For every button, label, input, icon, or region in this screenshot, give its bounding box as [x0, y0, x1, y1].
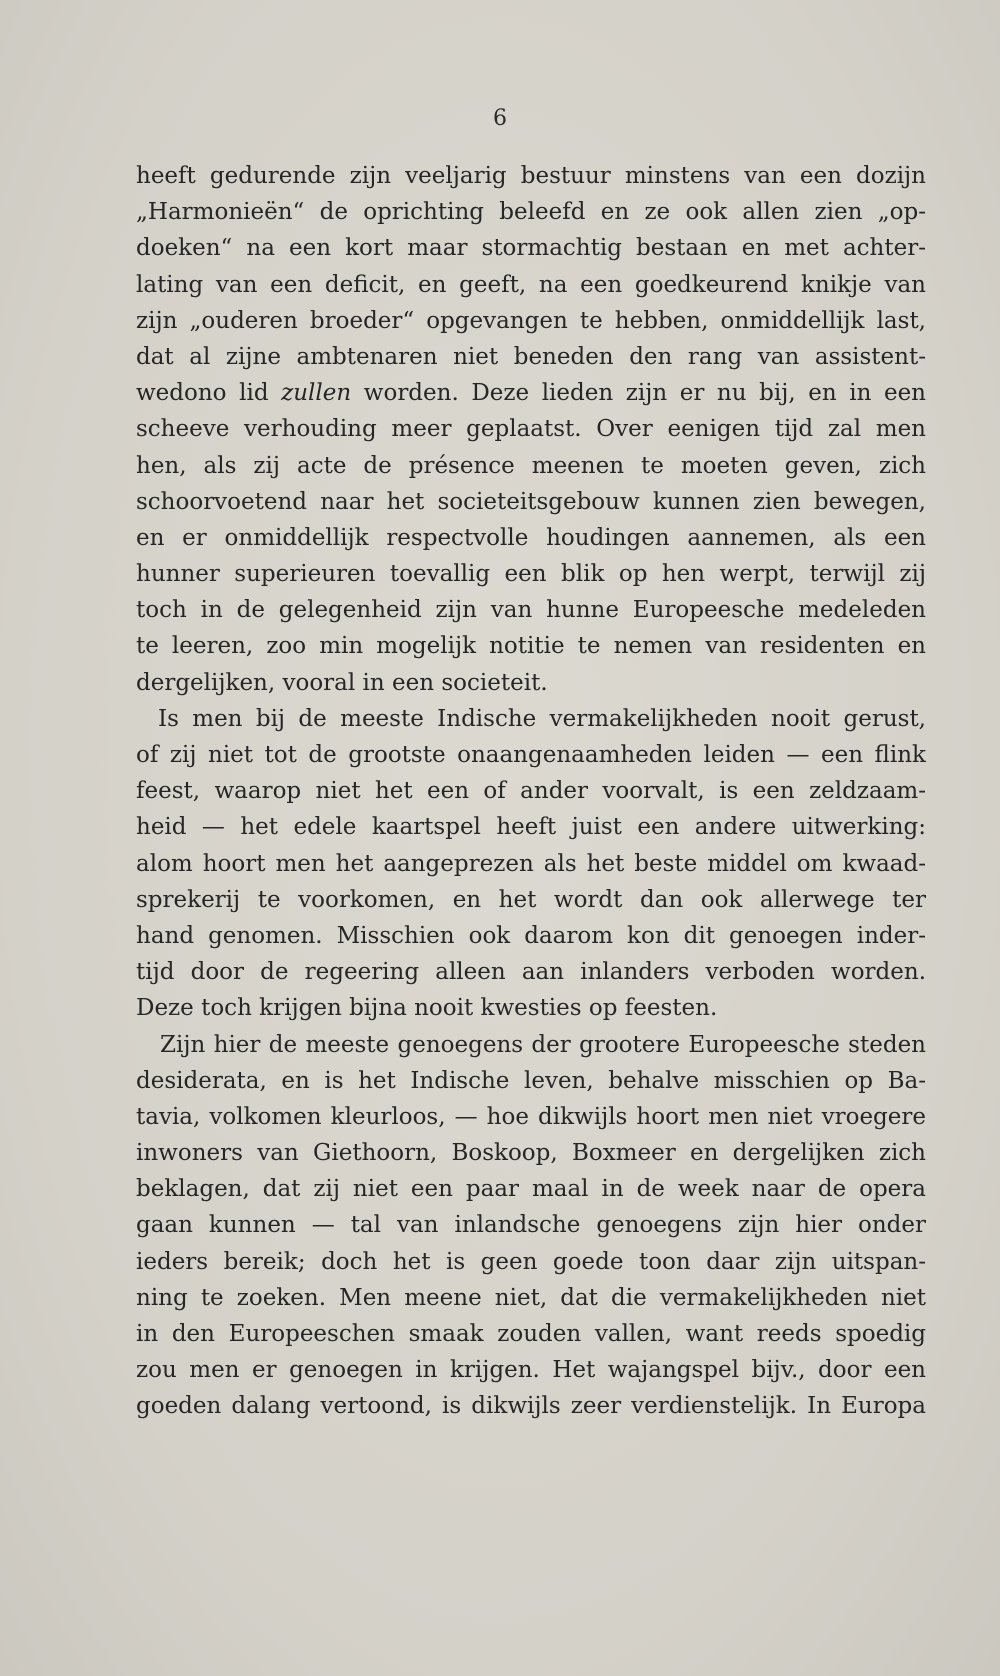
text-line: toch in de gelegenheid zijn van hunne Europeesche medeleden [136, 597, 926, 624]
text-line: schoorvoetend naar het societeitsgebouw kunnen zien bewegen, [136, 488, 926, 515]
text-line: desiderata, en is het Indische leven, behalve misschien op Ba- [136, 1067, 926, 1094]
text-line: dergelijken, vooral in een societeit. [136, 669, 548, 696]
text-line: te leeren, zoo min mogelijk notitie te nemen van residenten en [136, 633, 926, 660]
text-line: tavia, volkomen kleurloos, — hoe dikwijls hoort men niet vroegere [136, 1103, 926, 1130]
text-line: dat al zijne ambtenaren niet beneden den rang van assistent- [136, 343, 926, 370]
text-line: Zijn hier de meeste genoegens der grootere Europeesche steden [160, 1031, 926, 1058]
text-line: hand genomen. Misschien ook daarom kon dit genoegen inder- [136, 922, 926, 949]
text-line: gaan kunnen — tal van inlandsche genoegens zijn hier onder [136, 1212, 926, 1239]
body-text [136, 158, 926, 1425]
text-line: beklagen, dat zij niet een paar maal in de week naar de opera [136, 1176, 926, 1203]
text-line: feest, waarop niet het een of ander voorvalt, is een zeldzaam- [136, 778, 926, 805]
text-line: of zij niet tot de grootste onaangenaamheden leiden — een flink [136, 742, 926, 768]
text-line: ning te zoeken. Men meene niet, dat die vermakelijkheden niet [136, 1284, 926, 1311]
text-line: alom hoort men het aangeprezen als het beste middel om kwaad- [136, 850, 926, 877]
text-line: hunner superieuren toevallig een blik op hen werpt, terwijl zij [136, 561, 926, 588]
text-line: heeft gedurende zijn veeljarig bestuur minstens van een dozijn [136, 163, 926, 189]
text-line: zijn „ouderen broeder“ opgevangen te hebben, onmiddellijk last, [136, 307, 926, 334]
text-line: heid — het edele kaartspel heeft juist een andere uitwerking: [136, 814, 926, 841]
text-line: hen, als zij acte de présence meenen te moeten geven, zich [136, 452, 926, 479]
text-line: goeden dalang vertoond, is dikwijls zeer verdienstelijk. In Europa [136, 1393, 926, 1420]
text-line: tijd door de regeering alleen aan inlanders verboden worden. [136, 959, 926, 986]
text-line: Deze toch krijgen bijna nooit kwesties op feesten. [136, 995, 718, 1022]
text-line: scheeve verhouding meer geplaatst. Over eenigen tijd zal men [136, 416, 926, 443]
paragraph-3 [136, 1027, 926, 1425]
text-line: wedono lid zullen worden. Deze lieden zijn er nu bij, en in een [136, 380, 926, 407]
emphasis-text: zullen [281, 380, 352, 407]
text-line: in den Europeeschen smaak zouden vallen, want reeds spoedig [136, 1321, 926, 1347]
text-line: Is men bij de meeste Indische vermakelijkheden nooit gerust, [158, 705, 926, 732]
text-line: zou men er genoegen in krijgen. Het wajangspel bijv., door een [136, 1357, 926, 1384]
text-line: doeken“ na een kort maar stormachtig bestaan en met achter- [136, 235, 926, 262]
paragraph-2 [136, 701, 926, 1027]
text-line: „Harmonieën“ de oprichting beleefd en ze ook allen zien „op- [136, 199, 926, 226]
text-line: sprekerij te voorkomen, en het wordt dan ook allerwege ter [136, 886, 926, 913]
text-line: lating van een deficit, en geeft, na een goedkeurend knikje van [136, 271, 926, 298]
text-line: ieders bereik; doch het is geen goede toon daar zijn uitspan- [136, 1248, 926, 1275]
paragraph-1 [136, 158, 926, 701]
page-number: 6 [493, 106, 507, 131]
text-line: inwoners van Giethoorn, Boskoop, Boxmeer en dergelijken zich [136, 1140, 926, 1167]
text-line: en er onmiddellijk respectvolle houdingen aannemen, als een [136, 524, 926, 551]
